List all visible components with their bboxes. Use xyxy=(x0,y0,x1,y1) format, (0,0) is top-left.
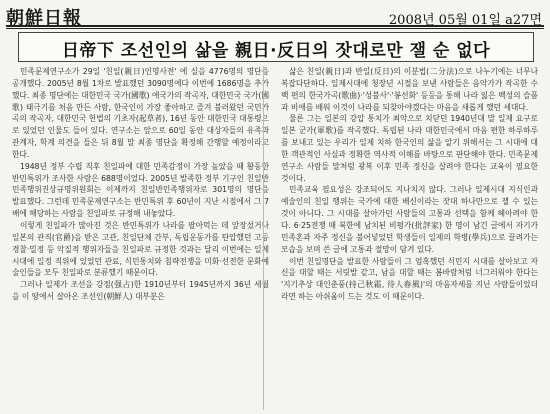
dateline: 2008년 05월 01일 a27면 xyxy=(388,13,542,28)
paragraph: 이렇게 친일파가 많아진 것은 반민특위가 나라를 팔아먹는 데 앞장섰거나 일본의 관직(官爵)을 받은 고관, 친일단체 간부, 독립운동가를 탄압했던 고등경찰·밀정 등 악질적 행위자들을 친일파로 규정한 것과는 달리 이번에는 일제시대에 일정 직위에 있었던 관료, 식민통치와 침략전쟁을 미화·선전한 문화예술인들을 모두 친일파로 분류했기 때문이다. xyxy=(12,220,269,278)
top-rule-thin xyxy=(6,28,544,29)
article-body xyxy=(12,66,538,410)
paragraph: 민족문제연구소가 29일 '친일(親日)인명사전' 에 실을 4776명의 명단을 공개했다. 2005년 8월 1차로 발표했던 3090명에다 이번에 1686명을 추가했다. 최종 명단에는 대한민국 국가(國歌) 애국가의 작곡자, 대한민국 국가(國歌) 태극기를 처음 만든 사람, 한국인이 가장 좋아하고 즐겨 불러왔던 국민가곡의 작곡자, 대한민국 헌법의 기초자(起草者), 16년 동안 대한민국 대통령으로 있었던 인물도 들어 있다. 연구소는 앞으로 60일 동안 대상자들의 유족과 관계자, 학계 의견을 들은 뒤 8월 말 최종 명단을 확정해 간행할 예정이라고 한다. xyxy=(12,67,269,159)
paragraph: 그러나 일제가 조선을 강점(强占)한 1910년부터 1945년까지 36년 세월을 이 땅에서 살아온 조선인(朝鮮人) 대부분은 xyxy=(12,280,269,302)
masthead xyxy=(6,4,544,29)
top-rule xyxy=(6,25,544,27)
headline-box xyxy=(18,32,534,62)
paragraph: 1948년 정부 수립 직후 친일파에 대한 민족감정이 가장 높았을 때 활동한 반민특위가 조사한 사람은 688명이었다. 2005년 발족한 정부 기구인 친일반민족행위진상규명위원회는 이제까지 친일반민족행위자로 301명의 명단을 발표했다. 그런데 민족문제연구소는 반민특위 후 60년이 지난 시점에서 그 7배에 해당하는 사람을 친일파로 규정해 내놓았다. xyxy=(12,161,269,219)
newspaper-logo: 朝鮮日報 xyxy=(6,8,82,29)
column-divider xyxy=(263,66,264,410)
paragraph: 삶은 친일(親日)과 반일(反日)의 이분법(二分法)으로 나누기에는 너무나 복잡다단하다. 일제시대에 청장년 시절을 보낸 사람들은 음악가가 작곡한 수백 편의 한국가곡(歌曲)·'성불사'·'봉선화' 등등을 통해 나라 잃은 백성의 슬픔과 비애를 배워 이것이 나라를 되찾아야겠다는 마음을 새롭게 했던 세대다. xyxy=(281,67,538,112)
headline: 日帝下 조선인의 삶을 親日·反日의 잣대로만 잴 순 없다 xyxy=(61,41,491,61)
paragraph: 민족교육 필요성은 강조되어도 지나치지 않다. 그러나 일제시대 지식인과 예술인의 친일 행위는 국가에 대한 배신이라는 잣대 하나만으로 잴 수 있는 것이 아니다. 그 시대를 살아가던 사람들의 고통과 선택을 함께 헤아려야 한다. 6·25전쟁 때 북한에 남치된 비평가(批評家) 한 명이 남긴 글에서 자기가 민족혼과 자주 정신을 불어넣었던 학생들이 일제의 학병(學兵)으로 끌려가는 모습을 보며 쓴 글에 고통과 절망이 담겨 있다. xyxy=(281,185,538,254)
column-left xyxy=(12,66,269,410)
paragraph: 이번 친일명단을 발표한 사람들이 그 엄혹했던 식민지 시대를 살아보고 자신을 대할 때는 서릿발 같고, 남을 대할 때는 봄바람처럼 너그러워야 한다는 '지기추상 대인춘풍(持己秋霜, 待人春風)'의 마음자세를 지닌 사람들이었더라면 하는 아쉬움이 드는 것도 이 때문이다. xyxy=(281,256,538,302)
paragraph: 물론 그는 일본의 강압 통치가 최악으로 치닫던 1940년대 말 일제 요구로 일본 군가(軍歌)를 작곡했다. 독립된 나라 대한민국에서 마음 편한 하루하루를 보내고 있는 우리가 일제 치하 한국인의 삶을 알기 위해서는 그 시대에 대한 객관적인 사실과 정확한 역사적 이해를 바탕으로 판단해야 한다. 민족문제연구소 사람들 말처럼 광복 이후 민족 정신을 살려야 한다는 교육이 필요한 것이다. xyxy=(281,114,538,183)
column-right xyxy=(281,66,538,410)
